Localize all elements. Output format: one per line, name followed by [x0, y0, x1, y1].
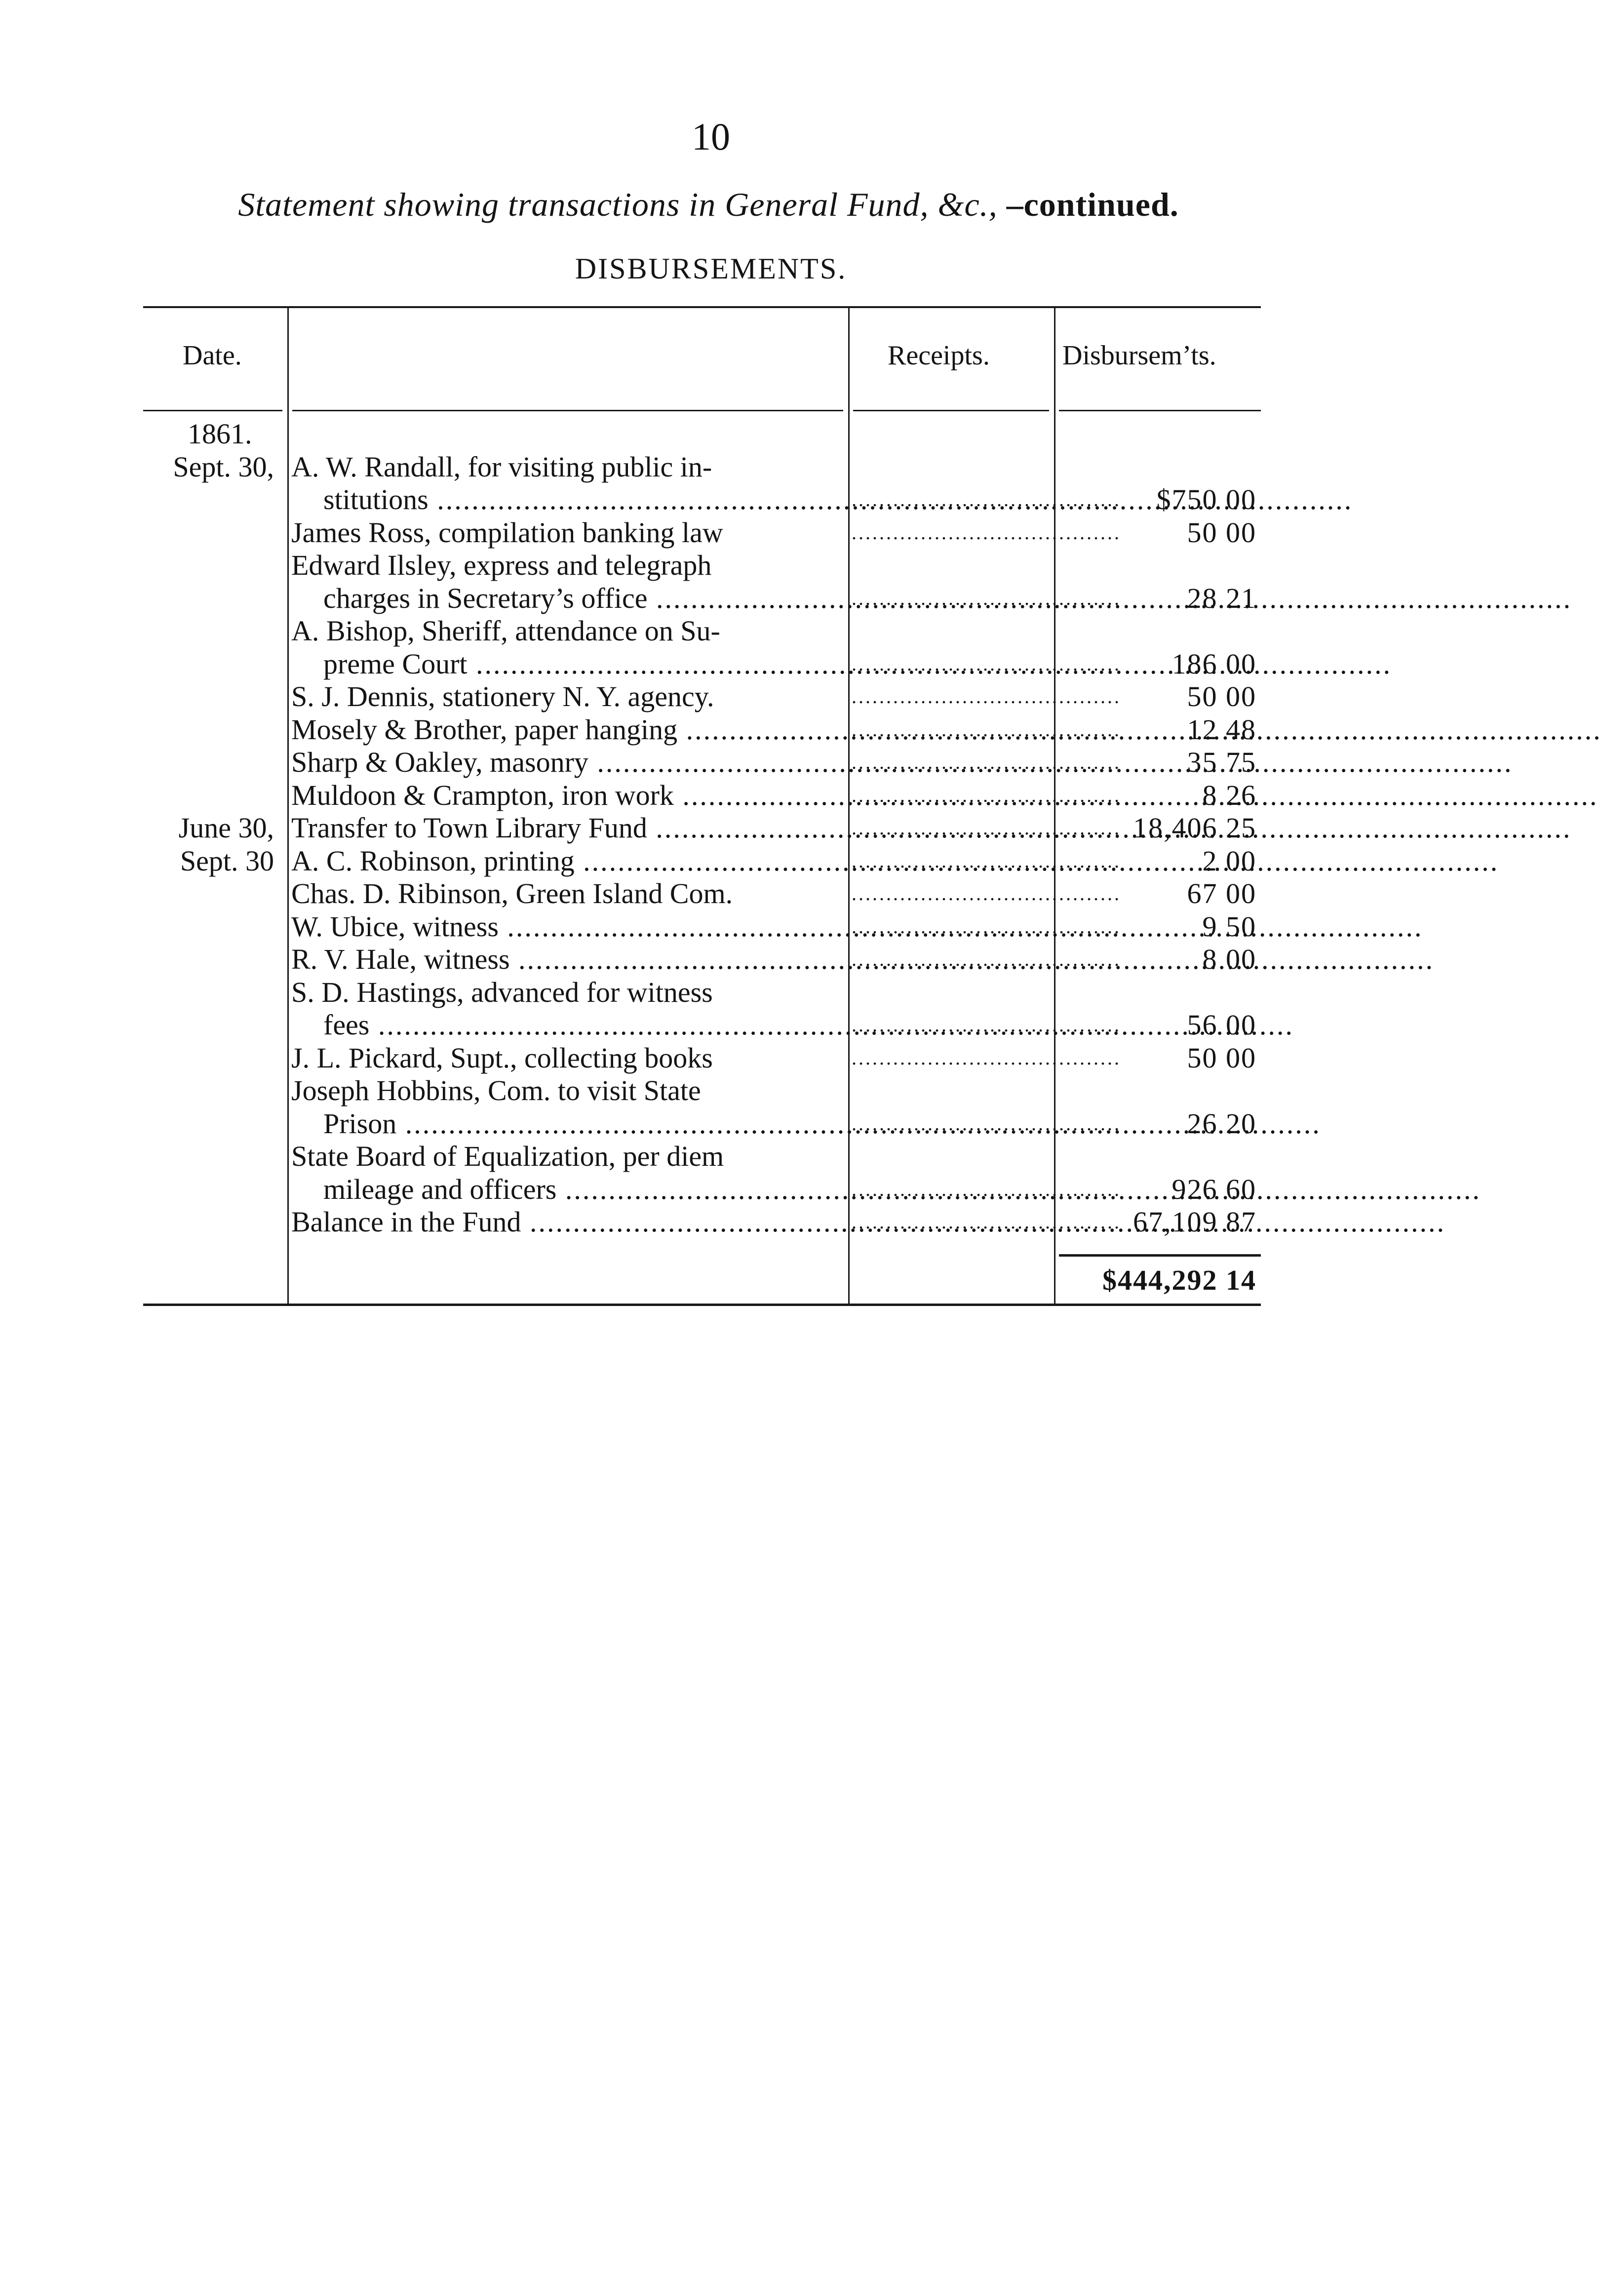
row-description-text: A. C. Robinson, printing .....	[291, 845, 1499, 877]
receipts-leader-dots: .......................................	[852, 652, 1121, 675]
total-row	[143, 1264, 1261, 1297]
column-header-receipts: Receipts.	[888, 340, 990, 371]
row-description-text: Balance in the Fund .....	[291, 1206, 1446, 1238]
table-row	[143, 451, 1261, 483]
table-row	[143, 976, 1261, 1009]
table-row	[143, 1206, 1261, 1238]
row-description-text: R. V. Hale, witness .....	[291, 943, 1434, 975]
receipts-leader-dots: .......................................	[852, 1211, 1121, 1233]
receipts-leader-dots: .......................................	[852, 784, 1121, 806]
row-description-text: preme Court .....	[323, 648, 1392, 680]
column-header-disbursements: Disbursem’ts.	[1062, 340, 1216, 371]
row-amount: 67 00	[1187, 877, 1256, 910]
row-amount: 50 00	[1187, 516, 1256, 549]
disbursements-table	[143, 306, 1261, 1306]
table-row	[143, 812, 1261, 844]
table-row	[143, 1074, 1261, 1107]
table-row	[143, 1173, 1261, 1206]
row-amount: 35 75	[1187, 746, 1256, 778]
row-description-text: State Board of Equalization, per diem	[291, 1140, 724, 1172]
receipts-leader-dots: .......................................	[852, 915, 1121, 938]
row-amount: 8 26	[1202, 779, 1256, 811]
row-description-text: Transfer to Town Library Fund .....	[291, 812, 1571, 844]
receipts-leader-dots: .......................................	[852, 718, 1121, 741]
table-row	[143, 516, 1261, 549]
receipts-leader-dots: .......................................	[852, 1178, 1121, 1200]
row-description	[291, 976, 987, 1009]
row-date: Sept. 30,	[173, 450, 274, 483]
table-row	[143, 549, 1261, 582]
column-header-date: Date.	[183, 340, 242, 371]
row-amount: 50 00	[1187, 680, 1256, 713]
statement-heading	[143, 185, 1274, 224]
receipts-leader-dots: .......................................	[852, 751, 1121, 773]
row-description-text: A. W. Randall, for visiting public in-	[291, 450, 712, 483]
receipts-leader-dots: .......................................	[852, 1046, 1121, 1069]
row-amount: 2 00	[1202, 844, 1256, 877]
receipts-leader-dots: .......................................	[852, 521, 1121, 544]
table-row	[143, 877, 1261, 910]
row-amount: 8 00	[1202, 943, 1256, 975]
table-row	[143, 943, 1261, 976]
row-amount: 28 21	[1187, 582, 1256, 614]
receipts-leader-dots: .......................................	[852, 488, 1121, 511]
row-amount: 18,406 25	[1133, 812, 1256, 844]
header-rule-date	[143, 410, 282, 411]
table-row	[143, 615, 1261, 647]
row-description-text: Prison .....	[323, 1108, 1321, 1140]
row-date: June 30,	[178, 812, 274, 844]
row-description-text: James Ross, compilation banking law	[291, 516, 723, 549]
receipts-leader-dots: .......................................	[852, 948, 1121, 970]
row-description-text: fees .....	[323, 1009, 1294, 1041]
row-description-text: A. Bishop, Sheriff, attendance on Su-	[291, 615, 720, 647]
table-row	[143, 910, 1261, 943]
receipts-leader-dots: .......................................	[852, 1014, 1121, 1036]
table-row	[143, 845, 1261, 877]
row-amount: 50 00	[1187, 1041, 1256, 1074]
row-description-text: stitutions .....	[323, 483, 1353, 515]
page-number: 10	[692, 115, 730, 158]
total-rule	[1059, 1254, 1261, 1257]
row-description-text: mileage and officers .....	[323, 1173, 1481, 1205]
header-rule-disbursements	[1059, 410, 1261, 411]
row-amount: 186 00	[1172, 647, 1256, 680]
section-title: DISBURSEMENTS.	[575, 252, 847, 285]
table-row	[143, 483, 1261, 516]
heading-continued: –continued.	[1006, 186, 1179, 223]
receipts-leader-dots: .......................................	[852, 685, 1121, 708]
row-description-text: J. L. Pickard, Supt., collecting books	[291, 1041, 713, 1074]
row-description-text: charges in Secretary’s office .....	[323, 582, 1572, 614]
table-row	[143, 1042, 1261, 1074]
row-description-text: S. D. Hastings, advanced for witness	[291, 976, 713, 1008]
header-rule-receipts	[853, 410, 1049, 411]
row-description-text: Sharp & Oakley, masonry .....	[291, 746, 1513, 778]
receipts-leader-dots: .......................................	[852, 587, 1121, 609]
table-row	[143, 648, 1261, 680]
row-description	[291, 549, 987, 582]
row-amount: $750 00	[1156, 483, 1256, 515]
row-amount: 56 00	[1187, 1009, 1256, 1041]
row-description	[291, 1074, 987, 1107]
row-amount: 12 48	[1187, 713, 1256, 746]
heading-text: Statement showing transactions in General Fund, &c.,	[238, 186, 998, 223]
year-row	[143, 418, 1261, 450]
row-description-text: Joseph Hobbins, Com. to visit State	[291, 1074, 701, 1107]
row-description-text: Chas. D. Ribinson, Green Island Com.	[291, 877, 733, 910]
row-amount: 67,109 87	[1133, 1206, 1256, 1238]
row-description-text: W. Ubice, witness .....	[291, 910, 1423, 943]
receipts-leader-dots: .......................................	[852, 1112, 1121, 1135]
table-row	[143, 746, 1261, 779]
table-bottom-rule	[143, 1304, 1261, 1306]
row-date: Sept. 30	[180, 844, 274, 877]
table-row	[143, 1140, 1261, 1173]
row-description-text: Mosely & Brother, paper hanging .....	[291, 713, 1602, 746]
row-description-text: S. J. Dennis, stationery N. Y. agency.	[291, 680, 714, 713]
receipts-leader-dots: .......................................	[852, 882, 1121, 905]
row-description-text: Edward Ilsley, express and telegraph	[291, 549, 712, 581]
receipts-leader-dots: .......................................	[852, 849, 1121, 872]
row-amount: 26 20	[1187, 1107, 1256, 1140]
total-amount: $444,292 14	[1102, 1264, 1256, 1296]
row-description-text: Muldoon & Crampton, iron work .....	[291, 779, 1598, 811]
table-row	[143, 1009, 1261, 1041]
table-row	[143, 680, 1261, 713]
row-amount: 9 50	[1202, 910, 1256, 943]
table-row	[143, 1108, 1261, 1140]
receipts-leader-dots: .......................................	[852, 817, 1121, 839]
table-row	[143, 713, 1261, 746]
header-rule-description	[292, 410, 843, 411]
row-description	[291, 1140, 987, 1173]
row-description	[291, 451, 987, 483]
table-row	[143, 582, 1261, 615]
row-amount: 926 60	[1172, 1173, 1256, 1205]
table-row	[143, 779, 1261, 812]
row-description	[291, 615, 987, 647]
year-label: 1861.	[188, 418, 252, 450]
table-top-rule	[143, 306, 1261, 308]
